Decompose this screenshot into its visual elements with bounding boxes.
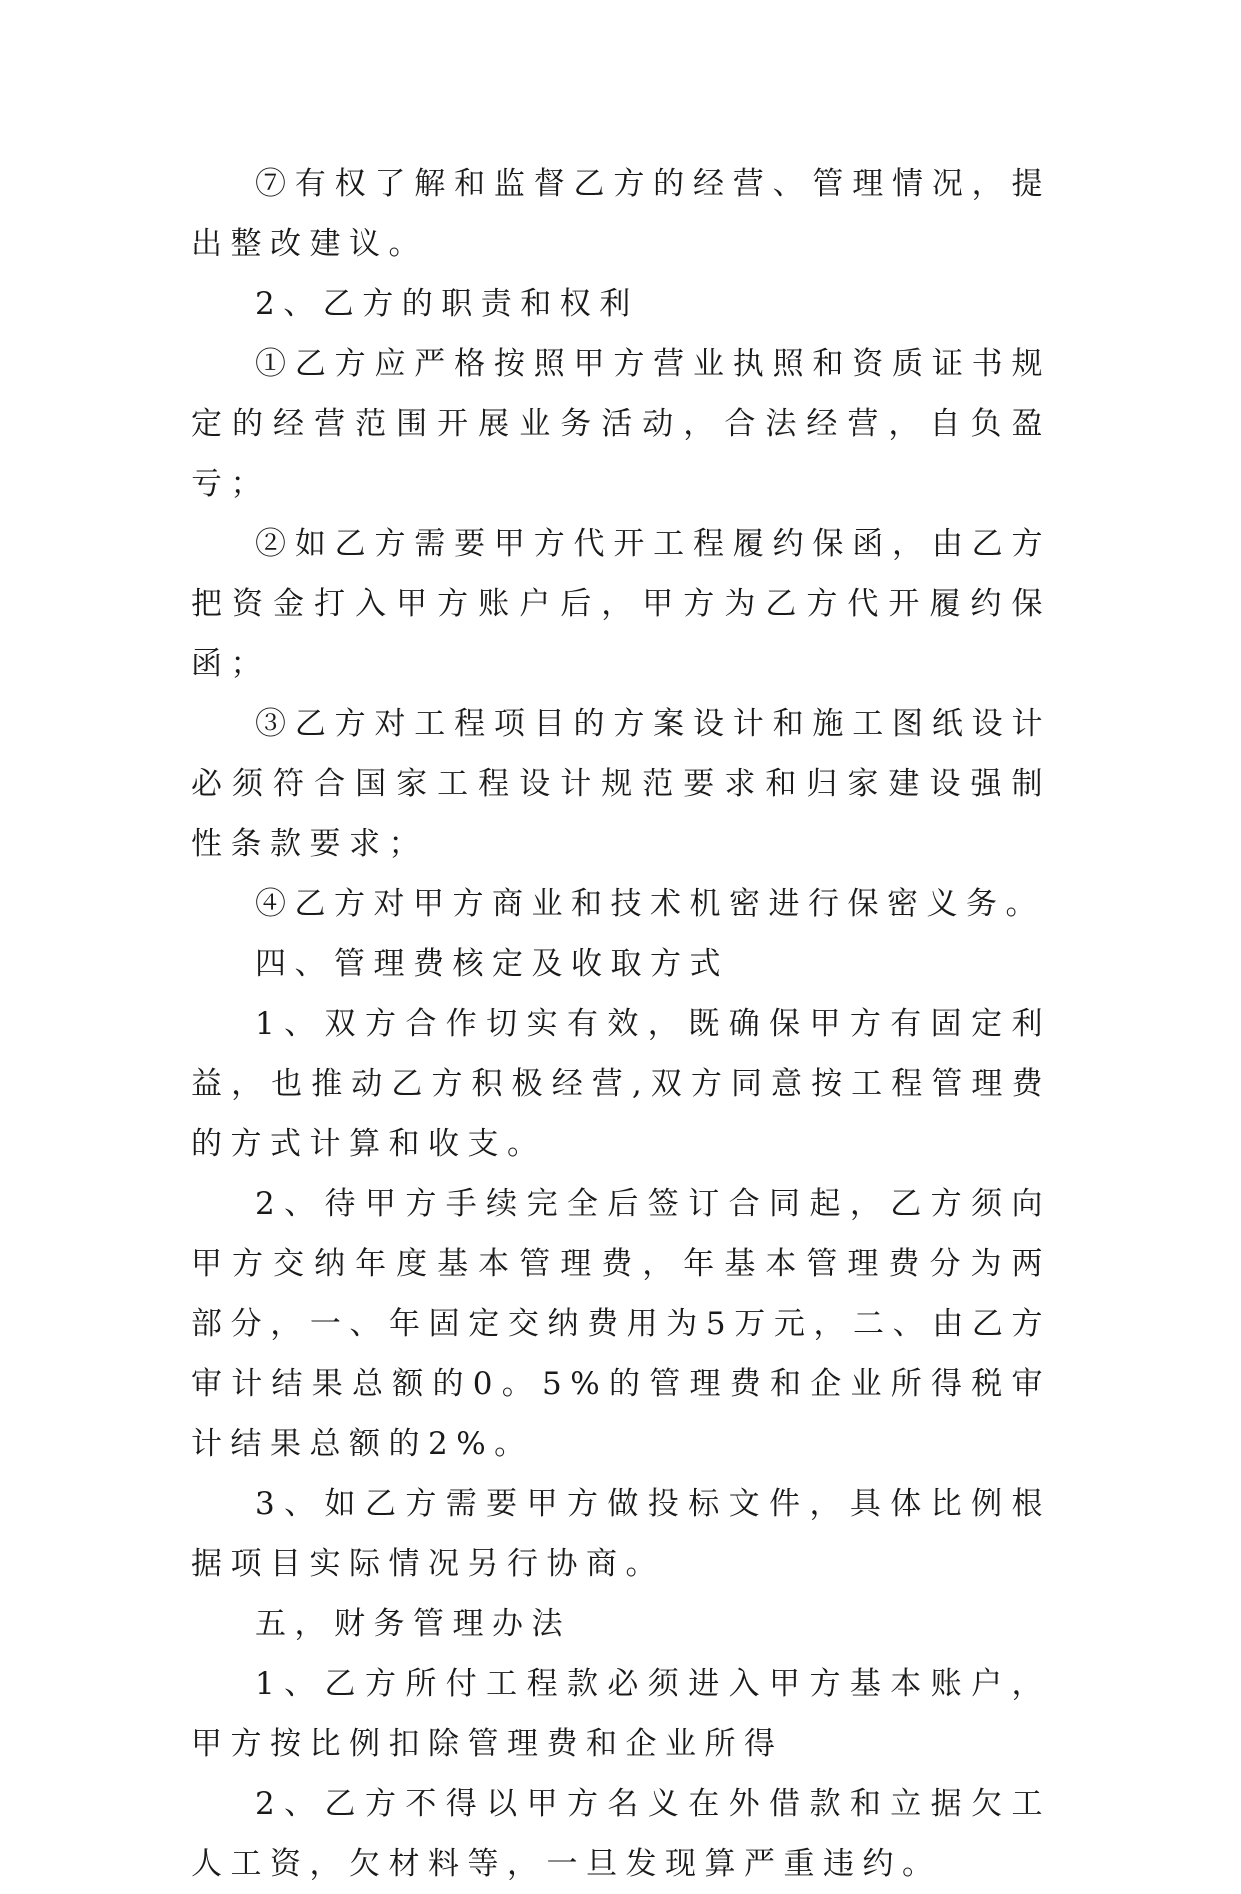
paragraph-7: 四、管理费核定及收取方式 <box>255 946 729 982</box>
paragraph-3: ①乙方应严格按照甲方营业执照和资质证书规定的经营范围开展业务活动，合法经营，自负盈亏； <box>191 346 1051 502</box>
paragraph-8: 1、双方合作切实有效，既确保甲方有固定利益，也推动乙方积极经营,双方同意按工程管理费的方式计算和收支。 <box>191 1006 1051 1162</box>
paragraph-12: 1、乙方所付工程款必须进入甲方基本账户，甲方按比例扣除管理费和企业所得 <box>191 1666 1051 1762</box>
paragraph-9: 2、待甲方手续完全后签订合同起，乙方须向甲方交纳年度基本管理费，年基本管理费分为两部分，一、年固定交纳费用为5万元，二、由乙方审计结果总额的0。5%的管理费和企业所得税审计结果总额的2%。 <box>191 1186 1051 1462</box>
paragraph-2: 2、乙方的职责和权利 <box>255 286 639 322</box>
paragraph-1: ⑦有权了解和监督乙方的经营、管理情况，提出整改建议。 <box>191 166 1051 262</box>
paragraph-10: 3、如乙方需要甲方做投标文件，具体比例根据项目实际情况另行协商。 <box>191 1486 1051 1582</box>
paragraph-11: 五，财务管理办法 <box>255 1606 571 1642</box>
paragraph-4: ②如乙方需要甲方代开工程履约保函，由乙方把资金打入甲方账户后，甲方为乙方代开履约保函； <box>191 526 1051 682</box>
paragraph-13: 2、乙方不得以甲方名义在外借款和立据欠工人工资，欠材料等，一旦发现算严重违约。 <box>191 1786 1051 1882</box>
document-page <box>191 154 1051 1894</box>
paragraph-6: ④乙方对甲方商业和技术机密进行保密义务。 <box>255 886 1045 922</box>
paragraph-5: ③乙方对工程项目的方案设计和施工图纸设计必须符合国家工程设计规范要求和归家建设强制性条款要求； <box>191 706 1051 862</box>
